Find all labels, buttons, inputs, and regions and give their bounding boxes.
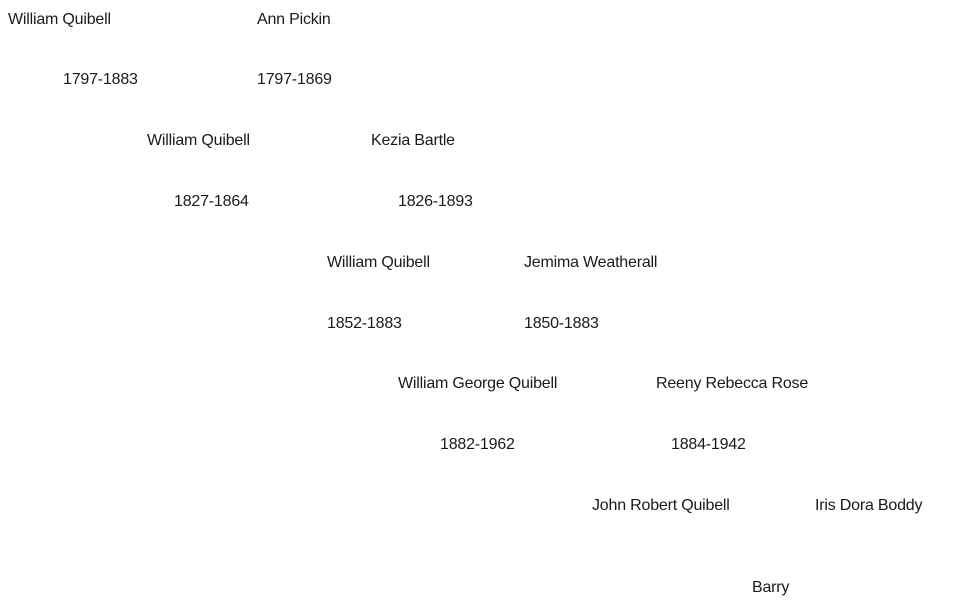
person-name: William Quibell bbox=[8, 11, 111, 28]
person-name: William Quibell bbox=[327, 254, 430, 271]
person-name: Kezia Bartle bbox=[371, 132, 455, 149]
person-years: 1884-1942 bbox=[671, 436, 746, 453]
person-name: John Robert Quibell bbox=[592, 497, 730, 514]
person-name: Barry bbox=[752, 579, 790, 596]
person-name: Jemima Weatherall bbox=[524, 254, 658, 271]
person-name: Ann Pickin bbox=[257, 11, 331, 28]
person-years: 1852-1883 bbox=[327, 315, 402, 332]
person-years: 1882-1962 bbox=[440, 436, 515, 453]
person-name: Iris Dora Boddy bbox=[815, 497, 923, 514]
person-years: 1797-1869 bbox=[257, 71, 332, 88]
person-name: Reeny Rebecca Rose bbox=[656, 375, 809, 392]
person-years: 1797-1883 bbox=[63, 71, 138, 88]
person-years: 1827-1864 bbox=[174, 193, 249, 210]
person-name: William Quibell bbox=[147, 132, 250, 149]
person-name: William George Quibell bbox=[398, 375, 558, 392]
person-years: 1826-1893 bbox=[398, 193, 473, 210]
person-years: 1850-1883 bbox=[524, 315, 599, 332]
